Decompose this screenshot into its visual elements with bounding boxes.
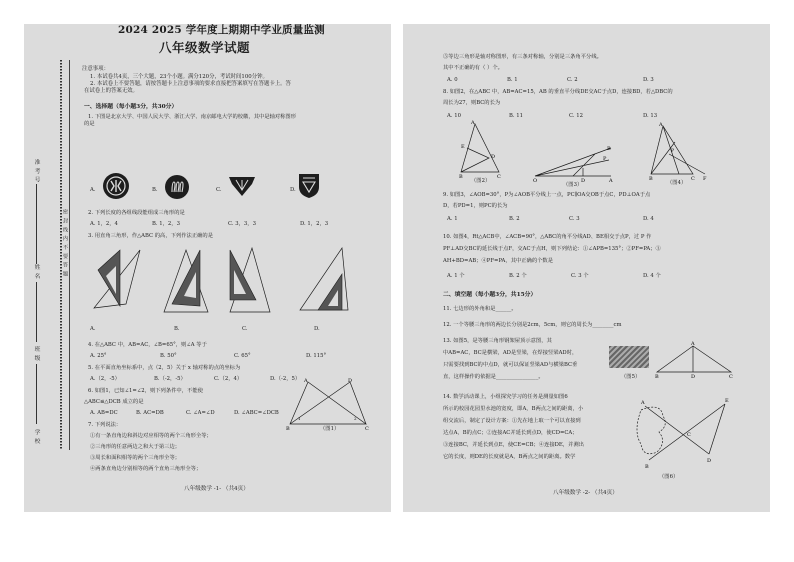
q2-option-d: D. 1，2，3 [300, 221, 329, 227]
q3-option-c: C. [242, 326, 248, 332]
figure-1-triangles [286, 378, 370, 430]
svg-text:D: D [581, 178, 586, 184]
q7-option-a: A. 0 [447, 77, 458, 83]
figure-1-caption: （图1） [320, 426, 340, 432]
svg-text:A: A [641, 400, 645, 406]
q9-option-c: C. 3 [569, 216, 580, 222]
q10-option-d: D. 4 个 [643, 273, 661, 279]
class-label: 班级 [33, 346, 39, 364]
q2-stem: 2. 下列长度的各组线段能组成三角形的是 [88, 210, 185, 216]
q3-figure-b [162, 246, 212, 314]
page-2-footer: 八年级数学 -2- （共4页） [553, 490, 618, 496]
seal-line-warning: 密 封 线 内 不 要 答 题 [62, 209, 68, 278]
q4-option-d: D. 115° [306, 353, 327, 359]
q14-line-4: 达点A，B的点C；②连接AC并延长到点D，使CD=CA； [443, 430, 578, 436]
figure-6-caption: （图6） [659, 474, 679, 480]
q14-line-5: ③连接BC，并延长到点E，使CE=CB；④连接DE，并测出 [443, 442, 584, 448]
q8-option-a: A. 10 [447, 113, 461, 119]
svg-text:C: C [691, 176, 695, 182]
q9-option-a: A. 1 [447, 216, 458, 222]
figure-5-caption: （图5） [621, 374, 641, 380]
q5-stem: 5. 在平面直角坐标系中，点（2，5）关于 x 轴对称的点的坐标为 [88, 365, 241, 371]
section-2-title: 二、填空题（每小题3分，共15分） [443, 292, 537, 298]
q2-option-c: C. 3，3，3 [228, 221, 256, 227]
exam-number-blank [36, 184, 37, 264]
svg-text:F: F [703, 176, 707, 182]
q10-stem-3: AH+BD=AB；④PF=PA，其中正确的个数是 [443, 258, 554, 264]
q4-option-c: C. 65° [234, 353, 251, 359]
q3-option-a: A. [90, 326, 96, 332]
svg-text:O: O [533, 178, 538, 184]
q6-option-d: D. ∠ABC=∠DCB [234, 410, 279, 416]
peking-university-emblem-icon [102, 172, 130, 200]
q1-stem-1: 1. 下图是北京大学、中国人民大学、浙江大学、南京邮电大学的校徽，其中是轴对称图形 [88, 114, 297, 120]
q3-option-d: D. [314, 326, 320, 332]
notes-label: 注意事项： [82, 66, 109, 72]
name-label: 姓名 [33, 264, 39, 282]
q7-item-2: ②三角形的任意两边之和大于第三边； [90, 444, 181, 450]
svg-text:B: B [655, 374, 659, 380]
figure-2-triangle [459, 122, 503, 178]
q7-item-3: ③周长和面积相等的两个三角形全等； [90, 455, 181, 461]
svg-text:A: A [609, 178, 613, 184]
svg-text:D: D [691, 374, 696, 380]
q10-option-a: A. 1 个 [447, 273, 465, 279]
q7-option-b: B. 1 [507, 77, 518, 83]
q7-option-d: D. 3 [643, 77, 654, 83]
q3-figure-d [298, 246, 358, 314]
q1-option-d: D. [290, 187, 296, 193]
q13-line-1: 13. 如图5，是等腰三角形钢架屋顶示意图，其 [443, 338, 552, 344]
svg-text:C: C [497, 174, 501, 180]
q14-line-1: 14. 数学活动课上，小组探究学习的任务是测量如图6 [443, 394, 568, 400]
q10-option-b: B. 2 个 [509, 273, 527, 279]
q2-option-a: A. 1，2，4 [90, 221, 118, 227]
q8-option-d: D. 13 [643, 113, 658, 119]
q3-option-b: B. [174, 326, 180, 332]
svg-text:E: E [725, 398, 729, 404]
svg-text:2: 2 [354, 416, 357, 421]
q4-option-b: B. 50° [160, 353, 177, 359]
q4-option-a: A. 25° [90, 353, 107, 359]
note-line-3: 在试卷上的答案无效。 [84, 88, 138, 94]
q8-option-c: C. 12 [569, 113, 583, 119]
q5-option-a: A.（2，-5） [90, 376, 120, 382]
q8-stem-1: 8. 如图2，在△ABC 中，AB=AC=15，AB 的垂直平分线DE交AC于点D，连接BD，若△DBC的 [443, 89, 673, 95]
q7-stem: 7. 下列说法： [88, 422, 122, 428]
q9-stem-1: 9. 如图3，∠AOB=30°，P为∠AOB平分线上一点，PC∥OA交OB于点C，PD⊥OA于点 [443, 192, 651, 198]
q7-item-4: ④两条直角边分别相等的两个直角三角形全等； [90, 466, 202, 472]
q6-stem-2: △ABC≌△DCB 成立的是 [84, 399, 144, 405]
q3-figure-a [90, 244, 150, 312]
q7-conclusion: 其中不正确的有（ ）个。 [443, 65, 503, 71]
svg-text:E: E [461, 144, 465, 150]
figure-3-angle [533, 146, 613, 182]
section-1-title: 一、选择题（每小题3分，共30分） [84, 104, 178, 110]
q2-option-b: B. 1，2，3 [152, 221, 180, 227]
svg-text:D: D [491, 154, 496, 160]
q3-figure-c [226, 246, 276, 314]
svg-text:A: A [659, 122, 663, 128]
q8-option-b: B. 11 [509, 113, 524, 119]
q10-option-c: C. 3 个 [571, 273, 589, 279]
q13-line-4: 直，这样操作的依据是________________。 [443, 374, 544, 380]
q9-stem-2: D，若PD=1，则PC的长为 [443, 203, 508, 209]
nanjing-posts-university-emblem-icon [298, 173, 320, 199]
q5-option-d: D.（-2，5） [270, 376, 301, 382]
q10-stem-1: 10. 如图4，Rt△ACB中，∠ACB=90°，△ABC的角平分线AD、BE相交于点P，过 P 作 [443, 234, 652, 240]
figure-4-right-triangle [649, 124, 709, 180]
q1-option-b: B. [152, 187, 158, 193]
q13-line-3: 只需要找到BC的中点D，就可以保证竖梁AD与横梁BC垂 [443, 362, 578, 368]
class-blank [36, 364, 37, 424]
figure-4-caption: （图4） [667, 180, 687, 186]
q9-option-d: D. 4 [643, 216, 654, 222]
q6-option-b: B. AC=DB [136, 410, 164, 416]
note-line-2: 2. 本试卷上不要答题，请按答题卡上注意事项的要求直接把答案填写在答题卡上。答 [90, 81, 291, 87]
school-label: 学校 [33, 429, 39, 447]
q1-option-a: A. [90, 187, 96, 193]
binding-solid-line [69, 60, 70, 450]
q14-line-6: 它的长度，则DE的长度就是A，B两点之间的距离。数学 [443, 454, 576, 460]
q4-stem: 4. 在△ABC 中，AB=AC，∠B=65°，则∠A 等于 [88, 342, 207, 348]
roof-frame-photo [609, 346, 649, 368]
q3-stem: 3. 用直角三角形，作△ABC 的高，下列作法正确的是 [88, 233, 214, 239]
q6-option-c: C. ∠A=∠D [186, 410, 215, 416]
svg-text:C: C [365, 426, 369, 432]
q12-text: 12. 一个等腰三角形的两边长分别是2cm，5cm，则它的周长为________cm [443, 322, 622, 328]
q7-item-1: ①有一条直角边和斜边对应相等的两个三角形全等； [90, 433, 212, 439]
q7-item-5: ⑤等边三角形是轴对称图形，有三条对称轴，分别是三条角平分线。 [443, 54, 602, 60]
q14-line-3: 组交流后，制定了设计方案：①先在地上取一个可以直接到 [443, 418, 581, 424]
svg-text:B: B [459, 174, 463, 180]
q1-stem-2: 的是 [84, 121, 95, 127]
figure-2-caption: （图2） [471, 178, 491, 184]
q5-option-b: B.（-2，-5） [154, 376, 186, 382]
figure-6-pond-measurement [631, 396, 741, 476]
svg-text:C: C [729, 374, 733, 380]
note-line-1: 1. 本试卷共4页，三个大题，23个小题。满分120分，考试时间100分钟。 [90, 74, 268, 80]
svg-text:A: A [691, 341, 695, 347]
exam-subject-title: 八年级数学试题 [159, 40, 251, 55]
svg-text:A: A [471, 120, 475, 126]
svg-text:A: A [304, 378, 308, 384]
q5-option-c: C.（2，4） [214, 376, 243, 382]
svg-text:D: D [707, 458, 712, 464]
svg-text:C: C [687, 432, 691, 438]
figure-3-caption: （图3） [563, 182, 583, 188]
svg-text:B: B [649, 176, 653, 182]
q13-line-2: 中AB=AC，BC是横梁，AD是竖梁，在焊接竖梁AD时， [443, 350, 578, 356]
exam-page-2 [403, 24, 770, 512]
q6-option-a: A. AB=DC [90, 410, 118, 416]
svg-text:B: B [286, 426, 290, 432]
renmin-university-emblem-icon [164, 174, 190, 200]
svg-text:P: P [671, 149, 675, 154]
svg-text:1: 1 [298, 416, 301, 421]
exam-number-label: 准考号 [33, 159, 39, 186]
svg-text:B: B [607, 146, 611, 152]
name-blank [36, 282, 37, 342]
q10-stem-2: PF⊥AD交BC的延长线于点F，交AC于点H，则下列结论：①∠APB=135°；②PF=PA；③ [443, 246, 661, 252]
q7-option-c: C. 2 [567, 77, 578, 83]
q14-line-2: 所示的校园花园里水池的宽度，即A，B两点之间的距离，小 [443, 406, 584, 412]
q9-option-b: B. 2 [509, 216, 520, 222]
q6-stem-1: 6. 如图1，已知∠1=∠2，则下列条件中，不能使 [88, 388, 203, 394]
q1-option-c: C. [216, 187, 222, 193]
zhejiang-university-emblem-icon [228, 174, 256, 198]
figure-5-roof-truss [655, 342, 735, 378]
svg-text:D: D [348, 378, 353, 384]
exam-page-1 [24, 24, 391, 512]
svg-text:P: P [603, 156, 607, 162]
svg-text:B: B [645, 464, 649, 470]
page-1-footer: 八年级数学 -1- （共4页） [184, 486, 249, 492]
q11-text: 11. 七边形的外角和是______。 [443, 306, 517, 312]
q8-stem-2: 周长为27，则BC的长为 [443, 100, 501, 106]
exam-header-title: 2024 2025 学年度上期期中学业质量监测 [118, 24, 325, 36]
